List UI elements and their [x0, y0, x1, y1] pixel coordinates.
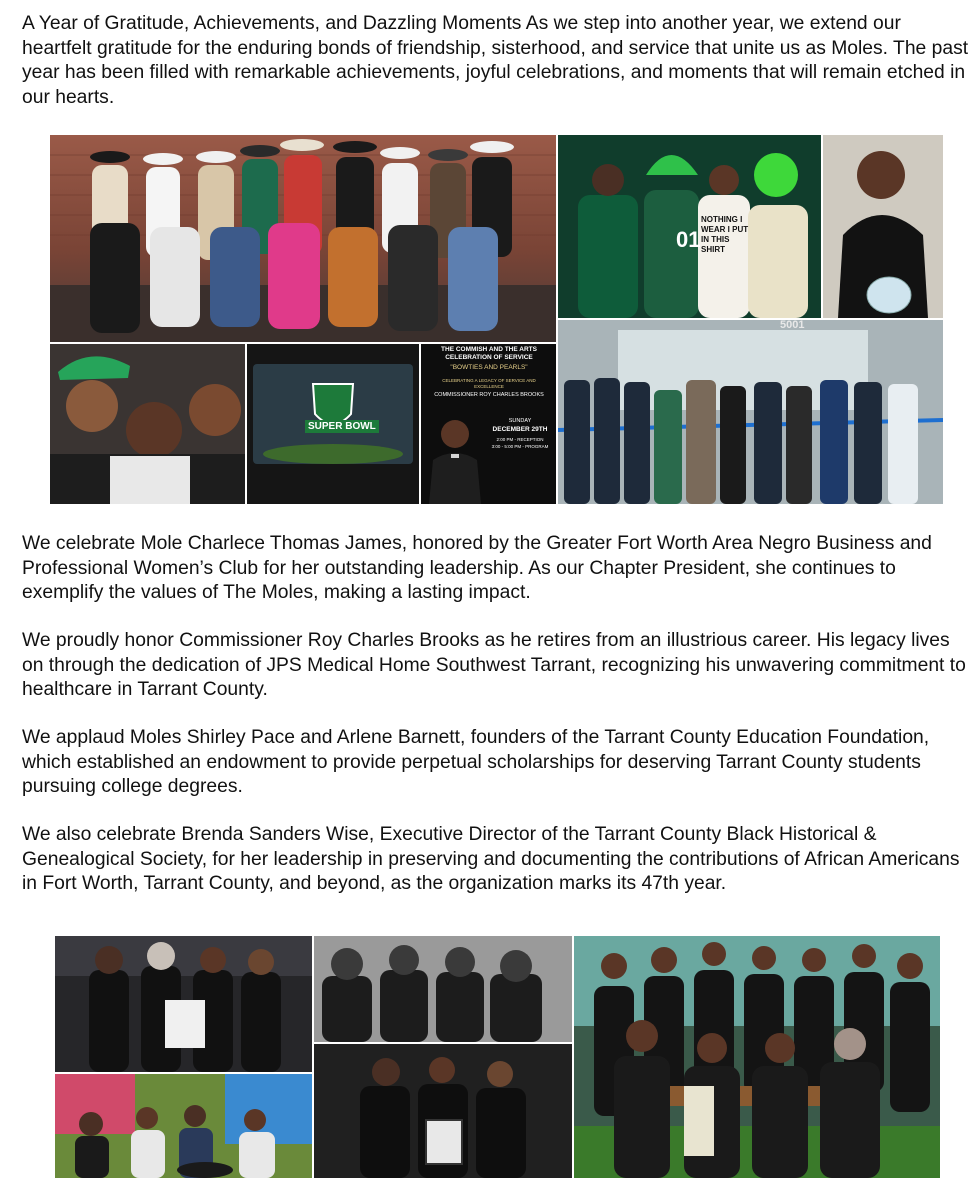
poster-time-program: 3:00 - 5:00 PM - PROGRAM	[491, 444, 549, 449]
bw-women-art	[314, 936, 572, 1042]
commissioner-poster	[421, 344, 556, 504]
large-group-photo	[574, 936, 940, 1178]
certificate-group-art	[55, 936, 312, 1072]
poster-day: SUNDAY	[508, 418, 532, 424]
shirt-text: NOTHING I WEAR I PUT IN THIS SHIRT	[701, 215, 749, 254]
wise-paragraph: We also celebrate Brenda Sanders Wise, Executive Director of the Tarrant County Black Historical & Genealogical Society, for her leadership in preserving and documenting the contributions of African Americans in Fort Worth, Tarrant County, and beyond, as the organization marks its 47th year.	[22, 824, 960, 895]
award-honoree-photo	[823, 135, 943, 318]
group-photo-western-art	[50, 135, 556, 342]
poster-tagline: CELEBRATING A LEGACY OF SERVICE AND EXCELLENCE	[442, 378, 536, 389]
poster-honoree: COMMISSIONER ROY CHARLES BROOKS	[434, 392, 544, 398]
large-group-art	[574, 936, 940, 1178]
brooks-paragraph: We proudly honor Commissioner Roy Charles Brooks as he retires from an illustrious career. His legacy lives on through the dedication of JPS Medical Home Southwest Tarrant, recognizing his unwavering commitment to healthcare in Tarrant County.	[22, 630, 966, 701]
intro-paragraph: A Year of Gratitude, Achievements, and Dazzling Moments As we step into another year, we extend our heartfelt gratitude for the enduring bonds of friendship, sisterhood, and service that unite us as Moles. The past year has been filled with remarkable achievements, joyful celebrations, and moments that will remain etched in our hearts.	[22, 13, 969, 108]
charlece-paragraph: We celebrate Mole Charlece Thomas James, honored by the Greater Fort Worth Area Negro Business and Professional Women’s Club for her outstanding leadership. As our Chapter President, she continues to exemplify the values of The Moles, making a lasting impact.	[22, 533, 932, 604]
superbowl-badge: SUPER BOWL	[305, 420, 379, 433]
plaque-trio-art	[314, 1044, 572, 1178]
bw-women-photo	[314, 936, 572, 1042]
certificate-group-photo	[55, 936, 312, 1072]
ribbon-cutting-photo	[558, 320, 943, 504]
poster-date: DECEMBER 29TH	[492, 426, 548, 433]
jersey-number: 01	[676, 227, 701, 252]
award-honoree-art	[823, 135, 943, 318]
poster-time-reception: 2:00 PM - RECEPTION	[496, 437, 544, 442]
selfie-art	[50, 344, 245, 504]
building-number: 5001	[780, 320, 805, 331]
eagles-fans-photo	[558, 135, 821, 318]
plaque-trio-photo	[314, 1044, 572, 1178]
men-mural-photo	[55, 1074, 312, 1178]
ribbon-cutting-art	[558, 320, 943, 504]
foundation-paragraph: We applaud Moles Shirley Pace and Arlene Barnett, founders of the Tarrant County Education Foundation, which established an endowment to provide perpetual scholarships for deserving Tarrant County students pursuing college degrees.	[22, 727, 930, 798]
poster-portrait	[425, 410, 485, 504]
poster-theme: "BOWTIES AND PEARLS"	[450, 364, 528, 371]
selfie-photo	[50, 344, 245, 504]
poster-heading: THE COMMISH AND THE ARTS CELEBRATION OF SERVICE	[441, 346, 537, 361]
superbowl-screen-photo	[247, 344, 419, 504]
bottom-photo-collage	[55, 936, 940, 1178]
top-photo-collage	[50, 135, 943, 504]
group-photo-western	[50, 135, 556, 342]
men-mural-art	[55, 1074, 312, 1178]
